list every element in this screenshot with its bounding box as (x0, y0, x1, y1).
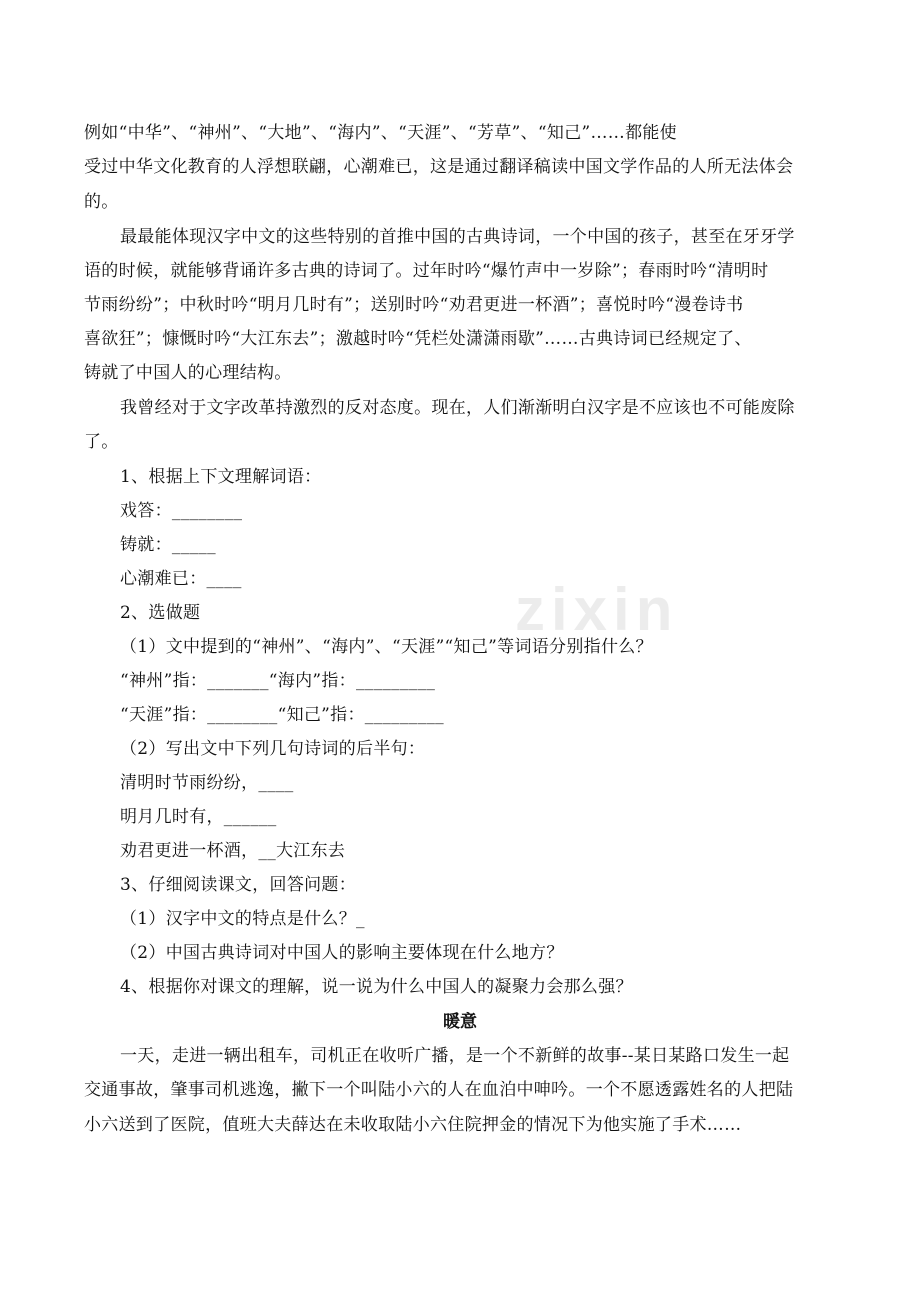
question-4: 4、根据你对课文的理解，说一说为什么中国人的凝聚力会那么强？ (120, 977, 633, 997)
question-1-item-3: 心潮难已：____ (120, 569, 242, 589)
question-2-part-2: （2）写出文中下列几句诗词的后半句： (120, 739, 426, 759)
question-3-part-1: （1）汉字中文的特点是什么？_ (120, 909, 365, 929)
question-1: 1、根据上下文理解词语： (120, 467, 322, 487)
paragraph-1-line-2: 受过中华文化教育的人浮想联翩，心潮难已，这是通过翻译稿读中国文学作品的人所无法体会 (84, 157, 794, 177)
question-2-part-1-line-1: “神州”指：_______“海内”指：_________ (120, 671, 436, 691)
paragraph-1-line-1: 例如“中华”、“神州”、“大地”、“海内”、“天涯”、“芳草”、“知己”……都能使 (84, 123, 677, 143)
paragraph-2-line-5: 铸就了中国人的心理结构。 (84, 363, 292, 383)
watermark: zixin (515, 576, 679, 643)
question-3: 3、仔细阅读课文，回答问题： (120, 875, 357, 895)
story-line-2: 交通事故，肇事司机逃逸，撇下一个叫陆小六的人在血泊中呻吟。一个不愿透露姓名的人把陆 (84, 1080, 794, 1100)
paragraph-3-line-1: 我曾经对于文字改革持激烈的反对态度。现在，人们渐渐明白汉字是不应该也不可能废除 (120, 398, 795, 418)
question-1-item-2: 铸就：_____ (120, 535, 216, 555)
story-line-1: 一天，走进一辆出租车，司机正在收听广播，是一个不新鲜的故事--某日某路口发生一起 (120, 1046, 790, 1066)
paragraph-1-line-3: 的。 (84, 192, 119, 212)
story-line-3: 小六送到了医院，值班大夫薛达在未收取陆小六住院押金的情况下为他实施了手术…… (84, 1115, 742, 1135)
paragraph-2-line-2: 语的时候，就能够背诵许多古典的诗词了。过年时吟“爆竹声中一岁除”；春雨时吟“清明时 (84, 261, 769, 281)
paragraph-2-line-1: 最最能体现汉字中文的这些特别的首推中国的古典诗词，一个中国的孩子，甚至在牙牙学 (120, 227, 795, 247)
question-2-part-2-item-2: 明月几时有，______ (120, 807, 277, 827)
section-title: 暖意 (443, 1012, 477, 1032)
question-3-part-2: （2）中国古典诗词对中国人的影响主要体现在什么地方？ (120, 943, 564, 963)
question-1-item-1: 戏答：________ (120, 501, 243, 521)
question-2-part-2-item-1: 清明时节雨纷纷，____ (120, 773, 294, 793)
paragraph-2-line-3: 节雨纷纷”；中秋时吟“明月几时有”；送别时吟“劝君更进一杯酒”；喜悦时吟“漫卷诗书 (84, 295, 744, 315)
paragraph-3-line-2: 了。 (84, 432, 119, 452)
question-2-part-1: （1）文中提到的“神州”、“海内”、“天涯”“知己”等词语分别指什么？ (120, 637, 653, 657)
question-2-part-2-item-3: 劝君更进一杯酒，__大江东去 (120, 841, 346, 861)
paragraph-2-line-4: 喜欲狂”；慷慨时吟“大江东去”；激越时吟“凭栏处潇潇雨歇”……古典诗词已经规定了、 (84, 329, 752, 349)
question-2-part-1-line-2: “天涯”指：________“知己”指：_________ (120, 705, 444, 725)
question-2: 2、选做题 (120, 603, 201, 623)
